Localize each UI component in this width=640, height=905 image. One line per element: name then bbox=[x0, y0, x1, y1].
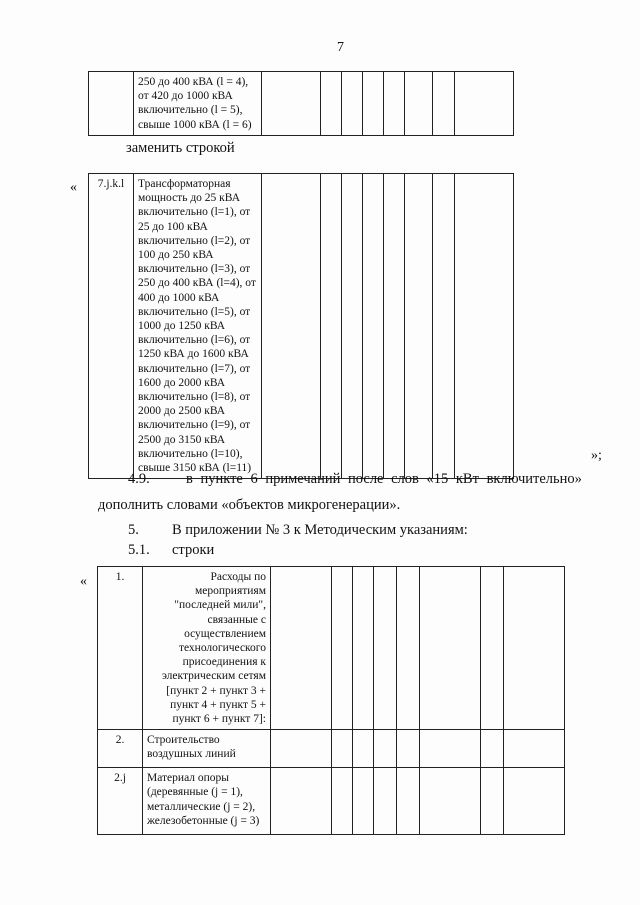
row-code-cell bbox=[98, 730, 143, 768]
row-description-cell bbox=[134, 174, 262, 479]
row-description-cell bbox=[143, 730, 271, 768]
description-line: включительно (l=5), от bbox=[138, 305, 251, 318]
opening-quote: « bbox=[70, 180, 77, 195]
paragraph-text: в пункте 6 примечаний после слов «15 кВт включительно» bbox=[186, 471, 582, 487]
description-line: электрическим сетям bbox=[161, 670, 266, 683]
description-line: свыше 3150 кВА (l=11) bbox=[138, 462, 252, 475]
description-line: включительно (l=2), от bbox=[138, 234, 251, 247]
paragraph-text: В приложении № 3 к Методическим указаниям: bbox=[172, 522, 468, 538]
row-code: 2. bbox=[115, 734, 125, 747]
description-line: 1600 до 2000 кВА bbox=[138, 376, 226, 389]
description-line: от 420 до 1000 кВА bbox=[138, 90, 233, 103]
description-line: включительно (l=6), от bbox=[138, 334, 251, 347]
table-fragment-2 bbox=[88, 173, 514, 479]
row-description bbox=[143, 567, 270, 729]
table-fragment-3 bbox=[97, 566, 565, 835]
description-line: технологического bbox=[178, 642, 266, 655]
description-line: 2000 до 2500 кВА bbox=[138, 405, 226, 418]
row-code: 2.j bbox=[114, 772, 126, 785]
description-line: 400 до 1000 кВА bbox=[138, 291, 220, 304]
row-description bbox=[134, 72, 261, 135]
row-code-cell bbox=[89, 72, 134, 136]
description-line: Трансформаторная bbox=[138, 178, 231, 190]
description-line: 25 до 100 кВА bbox=[138, 220, 208, 233]
description-line: осуществлением bbox=[184, 627, 266, 640]
description-line: воздушных линий bbox=[147, 748, 236, 761]
row-code: 1. bbox=[115, 571, 125, 583]
description-line: пункт 4 + пункт 5 + bbox=[170, 698, 266, 711]
row-description-cell bbox=[143, 567, 271, 730]
description-line: включительно (l=9), от bbox=[138, 419, 251, 432]
row-code-cell bbox=[98, 567, 143, 730]
closing-quote: »; bbox=[591, 448, 602, 463]
paragraph-number: 4.9. bbox=[128, 471, 150, 487]
description-line: включительно (l=10), bbox=[138, 447, 243, 460]
description-line: 250 до 400 кВА (l=4), от bbox=[138, 277, 256, 290]
row-code-cell bbox=[98, 768, 143, 835]
description-line: включительно (l=8), от bbox=[138, 391, 251, 404]
row-description bbox=[143, 730, 270, 764]
paragraph-text: строки bbox=[172, 542, 215, 558]
row-code: 7.j.k.l bbox=[97, 178, 125, 190]
description-line: мощность до 25 кВА bbox=[138, 192, 241, 205]
paragraph-text: дополнить словами «объектов микрогенерации». bbox=[98, 497, 401, 513]
description-line: 1250 кВА до 1600 кВА bbox=[138, 348, 249, 361]
row-description bbox=[143, 768, 270, 831]
description-line: 250 до 400 кВА (l = 4), bbox=[138, 76, 249, 88]
paragraph-number: 5. bbox=[128, 522, 139, 538]
table-fragment-1 bbox=[88, 71, 514, 136]
description-line: включительно (l=3), от bbox=[138, 263, 251, 276]
description-line: железобетонные (j = 3) bbox=[147, 814, 260, 827]
replace-instruction: заменить строкой bbox=[126, 140, 235, 156]
description-line: включительно (l = 5), bbox=[138, 104, 243, 117]
row-code-cell bbox=[89, 174, 134, 479]
row-description bbox=[134, 174, 261, 478]
description-line: включительно (l=7), от bbox=[138, 362, 251, 375]
description-line: (деревянные (j = 1), bbox=[147, 786, 243, 799]
description-line: металлические (j = 2), bbox=[147, 800, 256, 813]
description-line: "последней мили", bbox=[174, 599, 266, 612]
description-line: Материал опоры bbox=[147, 772, 230, 785]
row-description-cell bbox=[134, 72, 262, 136]
description-line: Строительство bbox=[147, 734, 220, 747]
description-line: связанные с bbox=[207, 613, 266, 626]
description-line: 2500 до 3150 кВА bbox=[138, 433, 226, 446]
description-line: 100 до 250 кВА bbox=[138, 249, 214, 262]
description-line: 1000 до 1250 кВА bbox=[138, 320, 226, 333]
page-number: 7 bbox=[337, 40, 344, 55]
description-line: мероприятиям bbox=[195, 585, 266, 598]
paragraph-number: 5.1. bbox=[128, 542, 150, 558]
description-line: включительно (l=1), от bbox=[138, 206, 251, 219]
description-line: пункт 6 + пункт 7]: bbox=[172, 713, 266, 726]
description-line: [пункт 2 + пункт 3 + bbox=[166, 684, 266, 697]
row-description-cell bbox=[143, 768, 271, 835]
description-line: Расходы по bbox=[210, 571, 266, 583]
opening-quote: « bbox=[80, 574, 87, 589]
description-line: присоединения к bbox=[182, 656, 266, 669]
description-line: свыше 1000 кВА (l = 6) bbox=[138, 118, 252, 131]
